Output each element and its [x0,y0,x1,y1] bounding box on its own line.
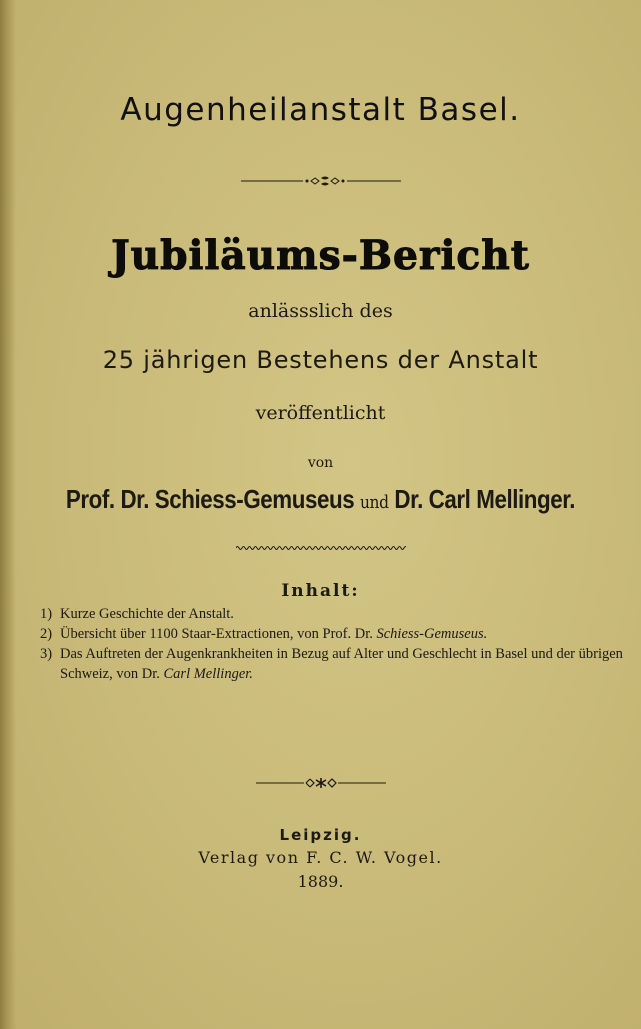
author-2: Dr. Carl Mellinger. [394,484,576,514]
list-item [40,624,630,644]
list-item [40,604,630,624]
wavy-rule-icon [0,538,641,557]
author-conjunction: und [360,492,389,513]
item-author: Carl Mellinger. [163,666,253,682]
imprint-publisher: Verlag von F. C. W. Vogel. [198,848,443,867]
subtitle-von: von [307,455,334,471]
item-text: Kurze Geschichte der Anstalt. [60,606,234,622]
list-item [40,644,630,684]
item-text-wrap [60,644,630,684]
item-text-wrap [60,624,630,644]
main-title: Jubiläums-Bericht [111,232,530,279]
ornamental-rule-icon [0,172,641,191]
subtitle-veroeffentlicht: veröffentlicht [255,402,386,424]
subtitle-anlass: anlässslich des [248,300,393,322]
item-text: Übersicht über 1100 Staar-Extractionen, von Prof. Dr. [60,626,373,642]
institute-name: Augenheilanstalt Basel. [120,92,521,128]
author-1: Prof. Dr. Schiess-Gemuseus [65,484,355,514]
imprint-year: 1889. [297,872,344,891]
contents-list [40,604,630,684]
item-number: 2) [40,626,53,642]
imprint-city: Leipzig. [279,826,362,844]
authors-line [45,484,596,515]
ornamental-rule-icon [0,774,641,793]
contents-heading: Inhalt: [281,581,360,601]
subtitle-bestehen: 25 jährigen Bestehens der Anstalt [102,346,539,374]
item-number: 3) [40,646,53,662]
item-author: Schiess-Gemuseus. [376,626,488,642]
item-number: 1) [40,606,53,622]
item-text: Das Auftreten der Augenkrankheiten in Bezug auf Alter und Geschlecht in Basel und der übrigen Schweiz, von Dr. [60,646,623,682]
